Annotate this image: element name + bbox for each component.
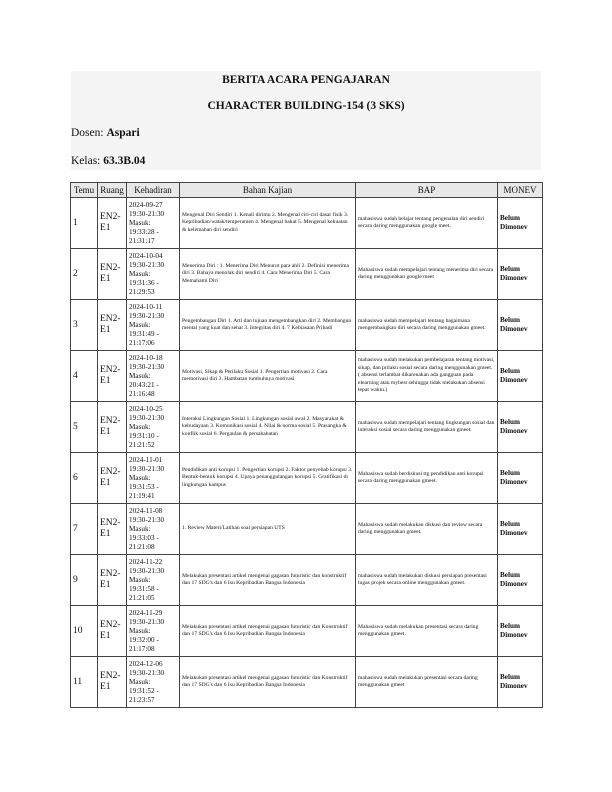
monev-status: Belum Dimonev [498, 402, 543, 453]
session-date: 2024-12-06 [129, 659, 163, 668]
lecturer-label: Dosen: [71, 127, 104, 139]
document-title: BERITA ACARA PENGAJARAN [222, 74, 390, 86]
monev-status: Belum Dimonev [498, 351, 543, 402]
session-date: 2024-10-04 [129, 251, 163, 260]
col-header-kehadiran: Kehadiran [127, 183, 180, 198]
bap-cell: mahasiswa sudah melakukan pembelajaran tentang motivasi, sikap, dan prilaku sosial secara daring menggunakan gmeet. ( absensi terlambat dikarenakan ada gangguan pada elearning atau mybest sehingga tidak melakukan absensi tepat waktu.) [356, 351, 498, 402]
attendance-cell [127, 555, 180, 606]
session-time: 19:30-21:30 [129, 668, 165, 677]
check-in-label: Masuk: [129, 371, 151, 380]
check-in-time: 19:31:52 - 21:23:57 [129, 686, 159, 704]
check-in-time: 19:31:49 - 21:17:06 [129, 329, 159, 347]
check-in-time: 19:32:00 - 21:17:08 [129, 635, 159, 653]
topic-cell: Melakukan presentasi artikel mengenai gagasan futuristic dan Konstruktif dan 17 SDG's dan 6 Isu Kepribadian Bangsa Indonesia [180, 606, 356, 657]
room-code: EN2-E1 [98, 504, 127, 555]
table-row [71, 453, 543, 504]
monev-status: Belum Dimonev [498, 453, 543, 504]
topic-cell: Melakukan presentasi artikel mengenai gagasan futuristic dan konstruktif dan 17 SDG's dan 6 Isu Kepribadian Bangsa Indonesia [180, 555, 356, 606]
bap-cell: mahasiswa sudah mempelajari tentang lingkungan sosial dan interaksi sosial secara daring menggunakan gmeet. [356, 402, 498, 453]
session-time: 19:30-21:30 [129, 617, 165, 626]
bap-cell: Mahasiswa sudah melakukan diskusi dan review secara daring menggunakan gmeet. [356, 504, 498, 555]
bap-cell: Mahasiswa sudah melakukan presentasi secara daring menggunakan gmeet. [356, 606, 498, 657]
col-header-temu: Temu [71, 183, 98, 198]
room-code: EN2-E1 [98, 351, 127, 402]
meeting-number: 9 [71, 555, 98, 606]
table-row [71, 657, 543, 708]
document-header [71, 71, 541, 170]
attendance-cell [127, 606, 180, 657]
room-code: EN2-E1 [98, 606, 127, 657]
course-title: CHARACTER BUILDING-154 (3 SKS) [207, 100, 405, 112]
session-date: 2024-10-18 [129, 353, 163, 362]
col-header-bap: BAP [356, 183, 498, 198]
session-date: 2024-09-27 [129, 200, 163, 209]
check-in-label: Masuk: [129, 524, 151, 533]
topic-cell: 1. Review Materi/Latihan soal persiapan UTS [180, 504, 356, 555]
class-label: Kelas: [71, 155, 101, 167]
lecturer-name: Aspari [106, 127, 140, 139]
col-header-monev: MONEV [498, 183, 543, 198]
meeting-number: 1 [71, 198, 98, 249]
session-date: 2024-10-25 [129, 404, 163, 413]
table-row [71, 504, 543, 555]
bap-cell: mahasiswa sudah melakukan diskusi persiapan presentasi tugas projek secara online menggunakan gmeet. [356, 555, 498, 606]
check-in-time: 19:31:36 - 21:29:53 [129, 278, 159, 296]
topic-cell: Melakukan presentasi artikel mengenai gagasan futuristic dan Konstruktif dan 17 SDG's dan 6 Isu Kepribadian Bangsa Indonesia [180, 657, 356, 708]
meeting-number: 6 [71, 453, 98, 504]
attendance-cell [127, 402, 180, 453]
attendance-cell [127, 351, 180, 402]
monev-status: Belum Dimonev [498, 606, 543, 657]
table-row [71, 606, 543, 657]
topic-cell: Motivasi, Sikap & Perilaku Sosial 1. Pengertian motivasi 2. Cara memotivasi diri 3. Hambatan tumbuhnya motivasi [180, 351, 356, 402]
table-header-row [71, 183, 543, 198]
attendance-cell [127, 249, 180, 300]
session-date: 2024-11-29 [129, 608, 163, 617]
attendance-cell [127, 300, 180, 351]
room-code: EN2-E1 [98, 300, 127, 351]
check-in-label: Masuk: [129, 575, 151, 584]
session-date: 2024-11-22 [129, 557, 163, 566]
table-row [71, 249, 543, 300]
teaching-record-table [70, 182, 543, 708]
table-row [71, 351, 543, 402]
meeting-number: 11 [71, 657, 98, 708]
attendance-cell [127, 198, 180, 249]
check-in-label: Masuk: [129, 626, 151, 635]
class-code: 63.3B.04 [103, 155, 146, 167]
monev-status: Belum Dimonev [498, 555, 543, 606]
lecturer-info [71, 127, 140, 139]
check-in-label: Masuk: [129, 422, 151, 431]
topic-cell: Pengembangan Diri 1. Arti dan tujuan mengembangkan diri 2. Membangun mental yang kuat dan sehat 3. Integritas diri 4. 7 Kebiasaan Pribadi [180, 300, 356, 351]
topic-cell: Menerima Diri : 1. Menerima Diri Menurut para ahli 2. Definisi menerima diri 3. Bahaya menolak diri sendiri 4. Cara Menerima Diri 5. Cara Memahami Diri [180, 249, 356, 300]
check-in-time: 19:33:28 - 21:31:17 [129, 227, 159, 245]
room-code: EN2-E1 [98, 453, 127, 504]
col-header-bahan-kajian: Bahan Kajian [180, 183, 356, 198]
table-row [71, 300, 543, 351]
meeting-number: 10 [71, 606, 98, 657]
session-time: 19:30-21:30 [129, 209, 165, 218]
session-date: 2024-11-01 [129, 455, 163, 464]
check-in-label: Masuk: [129, 269, 151, 278]
room-code: EN2-E1 [98, 249, 127, 300]
bap-cell: Mahasiswa sudah berdiskusi ttg pendidikan anti korupsi secara daring menggunakan gmeet. [356, 453, 498, 504]
bap-cell: mahasiswa sudah mempelajari tentang bagaimana mengembangkan diri secara daring menggunakan gmeet. [356, 300, 498, 351]
monev-status: Belum Dimonev [498, 300, 543, 351]
meeting-number: 7 [71, 504, 98, 555]
table-row [71, 198, 543, 249]
topic-cell: Pendidikan anti korupsi 1. Pengertian korupsi 2. Faktor penyebab korupsi 3. Bentuk-bentuk korupsi 4. Upaya penanggulangan korupsi 5. Gratifikasi di lingkungan kampus [180, 453, 356, 504]
room-code: EN2-E1 [98, 198, 127, 249]
check-in-time: 19:31:58 - 21:21:05 [129, 584, 159, 602]
col-header-ruang: Ruang [98, 183, 127, 198]
monev-status: Belum Dimonev [498, 504, 543, 555]
attendance-cell [127, 453, 180, 504]
bap-cell: Mahasiswa sudah mempelajari tentang menerima diri secara daring menggunakan google meet [356, 249, 498, 300]
room-code: EN2-E1 [98, 402, 127, 453]
session-date: 2024-10-11 [129, 302, 163, 311]
session-date: 2024-11-08 [129, 506, 163, 515]
session-time: 19:30-21:30 [129, 413, 165, 422]
session-time: 19:30-21:30 [129, 260, 165, 269]
monev-status: Belum Dimonev [498, 249, 543, 300]
monev-status: Belum Dimonev [498, 198, 543, 249]
check-in-time: 20:43:21 - 21:16:48 [129, 380, 159, 398]
meeting-number: 3 [71, 300, 98, 351]
room-code: EN2-E1 [98, 555, 127, 606]
bap-cell: mahasiswa sudah belajar tentang pengenalan diri sendiri secara daring menggunakan google meet. [356, 198, 498, 249]
check-in-time: 19:31:10 - 21:21:52 [129, 431, 159, 449]
session-time: 19:30-21:30 [129, 464, 165, 473]
session-time: 19:30-21:30 [129, 515, 165, 524]
attendance-cell [127, 657, 180, 708]
bap-cell: mahasiswa sudah melakukan presentasi secara daring menggunakan gmeet [356, 657, 498, 708]
meeting-number: 5 [71, 402, 98, 453]
topic-cell: Mengenal Diri Sendiri 1. Kenali dirimu 2. Mengenal ciri-ciri dasar fisik 3. Kepribadian/watak/temperamen 4. Mengenal bakat 5. Mengenal kekuatan & kelemahan diri sendiri [180, 198, 356, 249]
check-in-label: Masuk: [129, 473, 151, 482]
check-in-label: Masuk: [129, 320, 151, 329]
session-time: 19:30-21:30 [129, 566, 165, 575]
class-info [71, 155, 145, 167]
session-time: 19:30-21:30 [129, 362, 165, 371]
meeting-number: 4 [71, 351, 98, 402]
room-code: EN2-E1 [98, 657, 127, 708]
attendance-cell [127, 504, 180, 555]
check-in-label: Masuk: [129, 677, 151, 686]
check-in-label: Masuk: [129, 218, 151, 227]
session-time: 19:30-21:30 [129, 311, 165, 320]
check-in-time: 19:33:03 - 21:21:08 [129, 533, 159, 551]
table-row [71, 402, 543, 453]
monev-status: Belum Dimonev [498, 657, 543, 708]
meeting-number: 2 [71, 249, 98, 300]
check-in-time: 19:31:53 - 21:19:41 [129, 482, 159, 500]
table-row [71, 555, 543, 606]
topic-cell: Interaksi Lingkungan Sosial 1. Lingkungan sosial awal 2. Masyarakat & kebudayaan 3. Komunikasi sosial 4. Nilai & norma sosial 5. Prasangka & konflik sosial 6. Pergaulan & persahabatan [180, 402, 356, 453]
